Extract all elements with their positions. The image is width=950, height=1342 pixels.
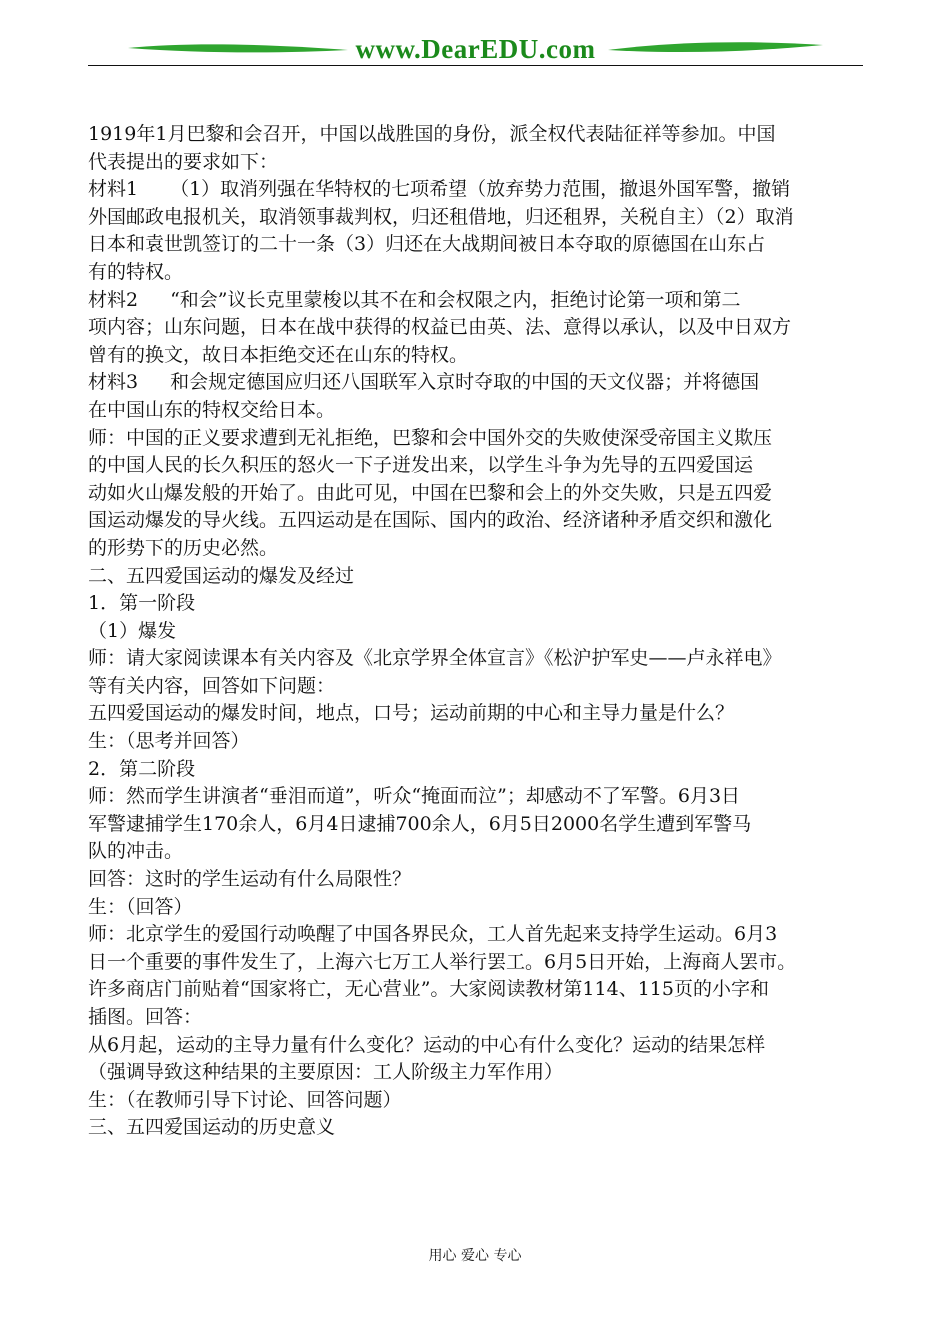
line-text: 曾有的换文，故日本拒绝交还在山东的特权。 [88, 343, 469, 366]
line-text: （1）爆发 [88, 619, 177, 642]
line-text: 动如火山爆发般的开始了。由此可见，中国在巴黎和会上的外交失败，只是五四爱 [88, 481, 773, 504]
line-text: 外国邮政电报机关，取消领事裁判权，归还租借地，归还租界，关税自主）（2）取消 [88, 205, 794, 228]
text-line [88, 1114, 863, 1142]
text-line [88, 590, 863, 618]
line-text: “和会”议长克里蒙梭以其不在和会权限之内，拒绝讨论第一项和第二 [170, 288, 741, 311]
text-line [88, 176, 863, 204]
text-line [88, 121, 863, 149]
text-line [88, 397, 863, 425]
line-text: 军警逮捕学生170余人，6月4日逮捕700余人，6月5日2000名学生遭到军警马 [88, 812, 752, 835]
line-text: 在中国山东的特权交给日本。 [88, 398, 336, 421]
line-text: 插图。回答： [88, 1006, 203, 1028]
text-line [88, 369, 863, 397]
text-line [88, 949, 863, 977]
line-text: 的形势下的历史必然。 [88, 536, 279, 559]
text-line [88, 811, 863, 839]
line-text: 生：（思考并回答） [88, 730, 250, 753]
line-text: 代表提出的要求如下： [88, 150, 279, 173]
header-rule [88, 65, 863, 66]
text-line [88, 480, 863, 508]
material-label: 材料2 [88, 288, 139, 311]
line-text: 2．第二阶段 [88, 757, 196, 780]
line-text: 1．第一阶段 [88, 592, 196, 615]
line-text: 生：（回答） [88, 895, 193, 918]
text-line [88, 287, 863, 315]
text-line [88, 563, 863, 591]
line-text: 1919年1月巴黎和会召开，中国以战胜国的身份，派全权代表陆征祥等参加。中国 [88, 123, 776, 145]
line-text: 日本和袁世凯签订的二十一条（3）归还在大战期间被日本夺取的原德国在山东占 [88, 233, 766, 256]
line-text: 生：（在教师引导下讨论、回答问题） [88, 1088, 402, 1111]
line-text: 队的冲击。 [88, 840, 184, 863]
text-line [88, 894, 863, 922]
text-line [88, 149, 863, 177]
text-line [88, 204, 863, 232]
text-line [88, 976, 863, 1004]
text-line [88, 425, 863, 453]
line-text: 和会规定德国应归还八国联军入京时夺取的中国的天文仪器；并将德国 [170, 371, 760, 394]
line-text: 三、五四爱国运动的历史意义 [88, 1116, 336, 1139]
line-text: 项内容；山东问题，日本在战中获得的权益已由英、法、意得以承认，以及中日双方 [88, 316, 792, 339]
text-line [88, 921, 863, 949]
line-text: 等有关内容，回答如下问题： [88, 674, 336, 697]
text-line [88, 1032, 863, 1060]
text-line [88, 1004, 863, 1032]
text-line [88, 452, 863, 480]
text-line [88, 838, 863, 866]
material-label: 材料3 [88, 371, 139, 394]
line-text: 有的特权。 [88, 260, 184, 283]
line-text: 回答：这时的学生运动有什么局限性？ [88, 868, 412, 891]
line-text: 从6月起，运动的主导力量有什么变化？运动的中心有什么变化？运动的结果怎样 [88, 1033, 766, 1056]
line-text: 师：北京学生的爱国行动唤醒了中国各界民众，工人首先起来支持学生运动。6月3 [88, 923, 778, 946]
text-line [88, 756, 863, 784]
line-text: （1）取消列强在华特权的七项希望（放弃势力范围，撤退外国军警，撤销 [170, 178, 791, 201]
line-text: 师：然而学生讲演者“垂泪而道”，听众“掩面而泣”；却感动不了军警。6月3日 [88, 785, 741, 808]
text-line [88, 507, 863, 535]
line-text: 五四爱国运动的爆发时间，地点，口号；运动前期的中心和主导力量是什么？ [88, 702, 735, 725]
text-line [88, 618, 863, 646]
site-name[interactable]: www.DearEDU.com [355, 34, 596, 64]
text-line [88, 1059, 863, 1087]
text-line [88, 783, 863, 811]
text-line [88, 700, 863, 728]
text-line [88, 535, 863, 563]
text-line [88, 1087, 863, 1115]
line-text: 师：中国的正义要求遭到无礼拒绝，巴黎和会中国外交的失败使深受帝国主义欺压 [88, 426, 773, 449]
site-header [88, 30, 863, 70]
line-text: 的中国人民的长久积压的怒火一下子迸发出来，以学生斗争为先导的五四爱国运 [88, 454, 754, 477]
line-text: 日一个重要的事件发生了，上海六七万工人举行罢工。6月5日开始，上海商人罢市。 [88, 950, 797, 973]
material-label: 材料1 [88, 178, 139, 201]
line-text: 师：请大家阅读课本有关内容及《北京学界全体宣言》《松沪护军史——卢永祥电》 [88, 647, 782, 670]
text-line [88, 673, 863, 701]
line-text: 国运动爆发的导火线。五四运动是在国际、国内的政治、经济诸种矛盾交织和激化 [88, 509, 773, 532]
text-line [88, 866, 863, 894]
text-line [88, 314, 863, 342]
page-footer: 用心 爱心 专心 [428, 1248, 522, 1264]
line-text: 二、五四爱国运动的爆发及经过 [88, 564, 355, 587]
text-line [88, 259, 863, 287]
line-text: （强调导致这种结果的主要原因：工人阶级主力军作用） [88, 1061, 564, 1084]
text-line [88, 342, 863, 370]
document-body [88, 121, 863, 1142]
text-line [88, 645, 863, 673]
text-line [88, 231, 863, 259]
text-line [88, 728, 863, 756]
line-text: 许多商店门前贴着“国家将亡，无心营业”。大家阅读教材第114、115页的小字和 [88, 978, 769, 1001]
